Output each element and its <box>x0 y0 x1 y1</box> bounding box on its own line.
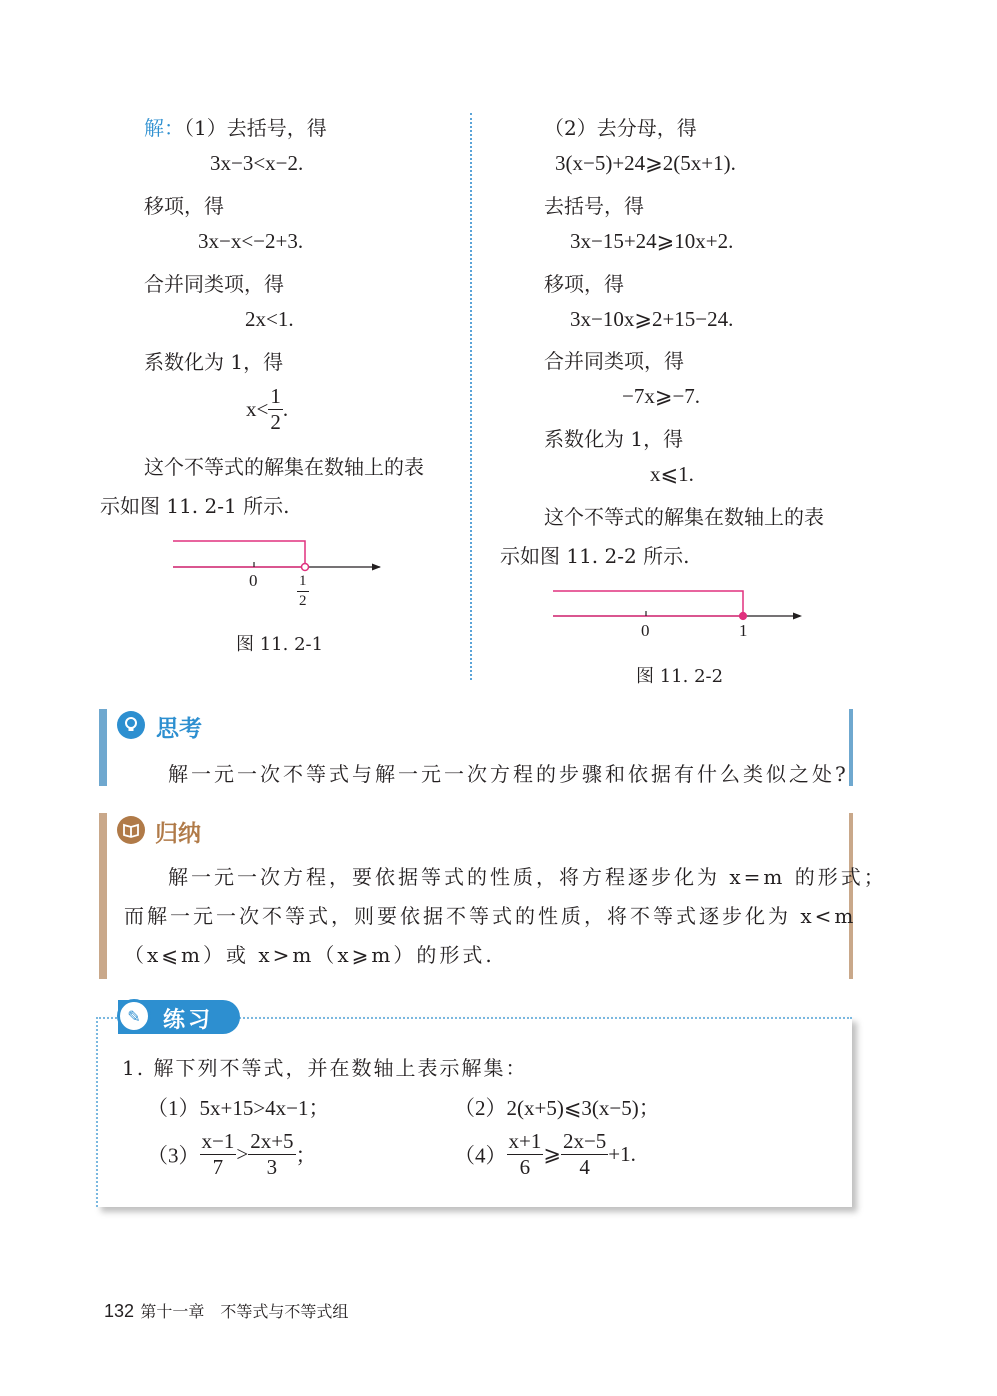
summary-left-bar <box>99 813 107 979</box>
right-eq4: −7x⩾−7. <box>622 384 701 408</box>
left-eq2: 3x−x<−2+3. <box>198 229 304 253</box>
p4-fraction-a <box>507 1131 544 1178</box>
left-eq3: 2x<1. <box>245 307 294 331</box>
fraction-numerator: 2x+5 <box>250 1129 294 1153</box>
page-footer <box>104 1298 348 1322</box>
right-step-move: 移项，得 <box>544 272 624 296</box>
left-eq4 <box>246 386 288 433</box>
fraction-denominator: 7 <box>212 1155 224 1179</box>
p4-label: （4） <box>454 1143 507 1168</box>
lightbulb-icon <box>117 711 145 739</box>
left-eq4-lhs: x< <box>246 397 269 421</box>
right-eq2: 3x−15+24⩾10x+2. <box>570 229 734 253</box>
practice-q1: 1. 解下列不等式，并在数轴上表示解集： <box>122 1056 528 1080</box>
fraction-numerator: 1 <box>297 574 309 592</box>
think-left-bar <box>99 709 107 786</box>
fraction-denominator: 4 <box>579 1155 590 1179</box>
p3-fraction-b <box>248 1131 295 1178</box>
open-point-icon <box>302 564 309 571</box>
right-part2-heading: （2）去分母，得 <box>544 116 697 140</box>
p3-fraction-a <box>200 1131 237 1178</box>
think-text: 解一元一次不等式与解一元一次方程的步骤和依据有什么类似之处? <box>168 762 849 786</box>
summary-right-bar <box>849 813 853 979</box>
think-title: 思考 <box>156 716 202 742</box>
think-right-bar <box>849 709 853 786</box>
chapter-title: 第十一章 不等式与不等式组 <box>140 1302 349 1321</box>
left-desc-line2: 示如图 11. 2-1 所示. <box>100 494 290 518</box>
solution-part1-heading <box>144 112 327 141</box>
figure-caption-2: 图 11. 2-2 <box>636 666 724 687</box>
page-number: 132 <box>104 1301 135 1321</box>
left-step-combine: 合并同类项，得 <box>144 272 284 296</box>
solution-label: 解： <box>144 116 184 140</box>
column-divider <box>470 113 472 680</box>
axis1-zero-label: 0 <box>249 571 258 590</box>
summary-line3: （x⩽m）或 x>m（x⩾m）的形式. <box>124 943 495 967</box>
practice-title: 练习 <box>163 1008 214 1033</box>
practice-p1: （1）5x+15>4x−1； <box>147 1096 330 1120</box>
figure-caption-1: 图 11. 2-1 <box>236 634 324 655</box>
fraction-denominator: 2 <box>299 593 307 609</box>
summary-title: 归纳 <box>155 821 201 847</box>
practice-p4 <box>454 1131 636 1178</box>
axis-arrow-icon <box>793 613 802 620</box>
summary-line1: 解一元一次方程，要依据等式的性质，将方程逐步化为 x=m 的形式； <box>168 865 887 889</box>
p4-end: +1. <box>608 1142 636 1166</box>
fraction-numerator: x−1 <box>201 1129 235 1153</box>
book-icon <box>117 816 145 844</box>
part1-label: （1）去括号，得 <box>184 116 327 140</box>
practice-p2: （2）2(x+5)⩽3(x−5)； <box>454 1096 660 1120</box>
right-desc-line1: 这个不等式的解集在数轴上的表 <box>544 505 824 529</box>
right-desc-line2: 示如图 11. 2-2 所示. <box>500 544 690 568</box>
right-eq1: 3(x−5)+24⩾2(5x+1). <box>555 151 736 175</box>
right-eq3: 3x−10x⩾2+15−24. <box>570 307 734 331</box>
right-step-coef: 系数化为 1，得 <box>544 427 684 451</box>
axis1-half-label <box>297 574 309 609</box>
fraction-numerator: x+1 <box>508 1129 542 1153</box>
right-eq5: x⩽1. <box>650 462 694 486</box>
p4-fraction-b <box>561 1131 608 1178</box>
axis-arrow-icon <box>372 564 381 571</box>
right-step-combine: 合并同类项，得 <box>544 349 684 373</box>
fraction-denominator: 3 <box>266 1155 278 1179</box>
practice-p3 <box>147 1131 317 1178</box>
summary-line2: 而解一元一次不等式，则要依据不等式的性质，将不等式逐步化为 x<m <box>124 904 857 928</box>
pencil-icon: ✎ <box>117 999 151 1033</box>
fraction-denominator: 2 <box>270 410 281 434</box>
fraction-denominator: 6 <box>519 1155 531 1179</box>
left-desc-line1: 这个不等式的解集在数轴上的表 <box>144 455 424 479</box>
solution-set-bracket <box>553 591 743 616</box>
left-eq4-end: . <box>282 397 289 421</box>
p3-label: （3） <box>147 1143 200 1168</box>
left-eq4-fraction <box>268 386 283 433</box>
left-step-move: 移项，得 <box>144 194 224 218</box>
left-step-coef: 系数化为 1，得 <box>144 350 284 374</box>
number-line-figure-1 <box>165 535 390 615</box>
axis2-one-label: 1 <box>739 621 748 640</box>
number-line-figure-2 <box>545 584 810 629</box>
fraction-numerator: 2x−5 <box>562 1129 607 1153</box>
left-eq1: 3x−3<x−2. <box>210 151 304 175</box>
p4-operator: ⩾ <box>543 1142 561 1166</box>
axis2-zero-label: 0 <box>641 621 650 640</box>
p3-operator: > <box>236 1142 249 1166</box>
p3-end: ； <box>295 1143 317 1168</box>
closed-point-icon <box>740 613 747 620</box>
right-step-bracket: 去括号，得 <box>544 194 644 218</box>
fraction-numerator: 1 <box>270 384 281 408</box>
solution-set-bracket <box>173 541 305 567</box>
